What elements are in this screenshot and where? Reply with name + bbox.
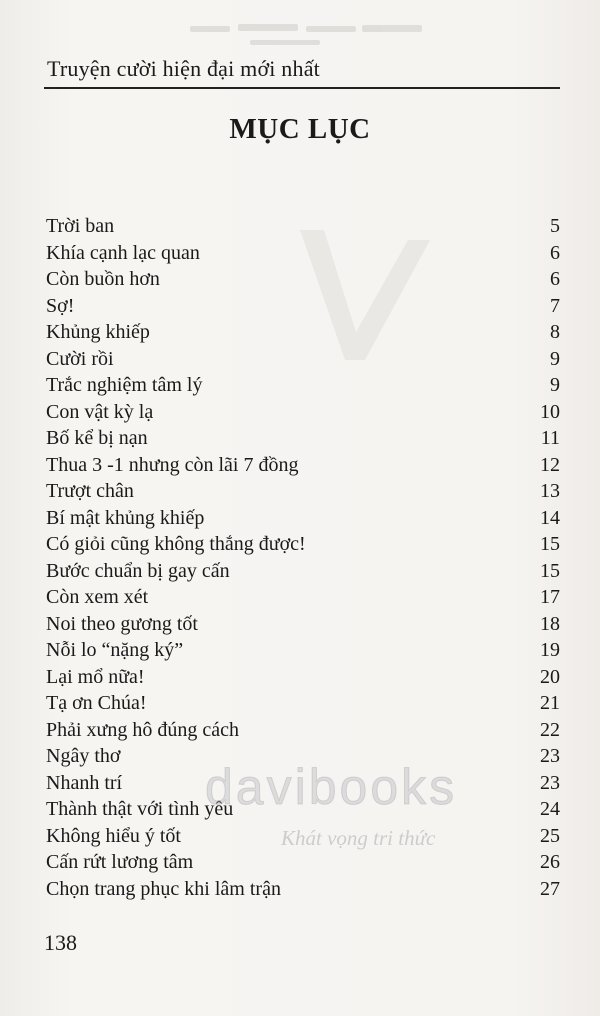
toc-entry-page: 19 xyxy=(540,639,560,661)
toc-entry xyxy=(46,770,560,797)
header-rule xyxy=(44,87,560,89)
toc-entry-title: Con vật kỳ lạ xyxy=(46,400,154,423)
toc-entry-page: 5 xyxy=(550,215,560,237)
toc-entry-page: 9 xyxy=(550,374,560,396)
toc-entry-title: Còn xem xét xyxy=(46,586,149,608)
toc-entry-page: 11 xyxy=(540,427,560,449)
toc-entry-page: 20 xyxy=(540,665,560,688)
toc-entry-page: 27 xyxy=(540,877,560,900)
show-through-text xyxy=(190,20,430,50)
toc-entry xyxy=(46,425,560,452)
toc-entry-page: 17 xyxy=(540,586,560,608)
toc-entry-title: Sợ! xyxy=(46,294,75,317)
toc-entry xyxy=(46,372,560,399)
toc-entry xyxy=(46,558,560,585)
toc-entry xyxy=(46,849,560,876)
toc-entry-title: Ngây thơ xyxy=(46,745,121,767)
toc-entry-page: 9 xyxy=(550,347,560,370)
toc-entry-page: 22 xyxy=(540,718,560,741)
toc-entry-page: 13 xyxy=(540,480,560,502)
toc-entry xyxy=(46,478,560,505)
toc-entry-page: 25 xyxy=(540,824,560,847)
toc-entry xyxy=(46,266,560,293)
toc-entry xyxy=(46,664,560,691)
toc-entry xyxy=(46,346,560,373)
toc-entry-title: Thua 3 -1 nhưng còn lãi 7 đồng xyxy=(46,453,299,476)
toc-entry-title: Có giỏi cũng không thắng được! xyxy=(46,533,306,555)
toc-entry xyxy=(46,637,560,664)
toc-entry xyxy=(46,743,560,770)
toc-entry xyxy=(46,690,560,717)
toc-entry xyxy=(46,531,560,558)
toc-entry-title: Cười rồi xyxy=(46,347,114,370)
toc-entry-title: Khủng khiếp xyxy=(46,321,150,343)
watermark-brand: davibooks xyxy=(205,759,458,815)
toc-entry xyxy=(46,505,560,532)
toc-entry-title: Nỗi lo “nặng ký” xyxy=(46,639,184,661)
toc-entry xyxy=(46,319,560,346)
toc-entry-page: 23 xyxy=(540,745,560,767)
toc-entry xyxy=(46,796,560,823)
toc-entry-page: 6 xyxy=(550,241,560,264)
toc-entry-title: Nhanh trí xyxy=(46,771,123,794)
toc-entry-title: Trượt chân xyxy=(46,480,134,502)
toc-entry-title: Trời ban xyxy=(46,215,115,237)
toc-entry-title: Thành thật với tình yêu xyxy=(46,798,234,820)
toc-entry xyxy=(46,611,560,638)
toc-entry xyxy=(46,240,560,267)
toc-entry-title: Bước chuẩn bị gay cấn xyxy=(46,559,230,582)
toc-entry-page: 14 xyxy=(540,506,560,529)
page-number: 138 xyxy=(44,930,77,955)
toc-list xyxy=(46,213,560,902)
toc-entry xyxy=(46,584,560,611)
toc-entry xyxy=(46,399,560,426)
toc-entry-page: 23 xyxy=(540,771,560,794)
toc-entry-page: 15 xyxy=(540,533,560,555)
toc-entry-page: 6 xyxy=(550,268,560,290)
running-header: Truyện cười hiện đại mới nhất xyxy=(47,56,320,81)
toc-entry-title: Tạ ơn Chúa! xyxy=(46,692,147,714)
toc-entry-title: Bố kể bị nạn xyxy=(46,427,148,449)
toc-entry-title: Còn buồn hơn xyxy=(46,268,160,290)
toc-entry-page: 21 xyxy=(540,692,560,714)
toc-entry-page: 18 xyxy=(540,612,560,635)
toc-entry-title: Bí mật khủng khiếp xyxy=(46,506,205,529)
toc-entry-page: 7 xyxy=(550,294,560,317)
toc-entry-page: 24 xyxy=(540,798,560,820)
toc-entry-title: Chọn trang phục khi lâm trận xyxy=(46,877,281,900)
toc-entry-title: Cấn rứt lương tâm xyxy=(46,851,194,873)
watermark-slogan: Khát vọng tri thức xyxy=(281,826,436,850)
toc-entry-page: 26 xyxy=(540,851,560,873)
toc-entry-page: 15 xyxy=(540,559,560,582)
toc-entry xyxy=(46,823,560,850)
toc-entry-title: Lại mổ nữa! xyxy=(46,665,145,688)
toc-entry-title: Khía cạnh lạc quan xyxy=(46,241,200,264)
toc-entry-page: 10 xyxy=(540,400,560,423)
toc-entry xyxy=(46,452,560,479)
toc-entry xyxy=(46,876,560,903)
toc-entry-title: Trắc nghiệm tâm lý xyxy=(46,374,203,396)
toc-entry-page: 12 xyxy=(540,453,560,476)
toc-entry xyxy=(46,293,560,320)
toc-entry-page: 8 xyxy=(550,321,560,343)
toc-entry-title: Không hiểu ý tốt xyxy=(46,824,181,847)
toc-entry-title: Phải xưng hô đúng cách xyxy=(46,718,240,741)
toc-entry-title: Noi theo gương tốt xyxy=(46,612,198,635)
toc-title: MỤC LỤC xyxy=(229,113,371,145)
toc-entry xyxy=(46,213,560,240)
toc-entry xyxy=(46,717,560,744)
